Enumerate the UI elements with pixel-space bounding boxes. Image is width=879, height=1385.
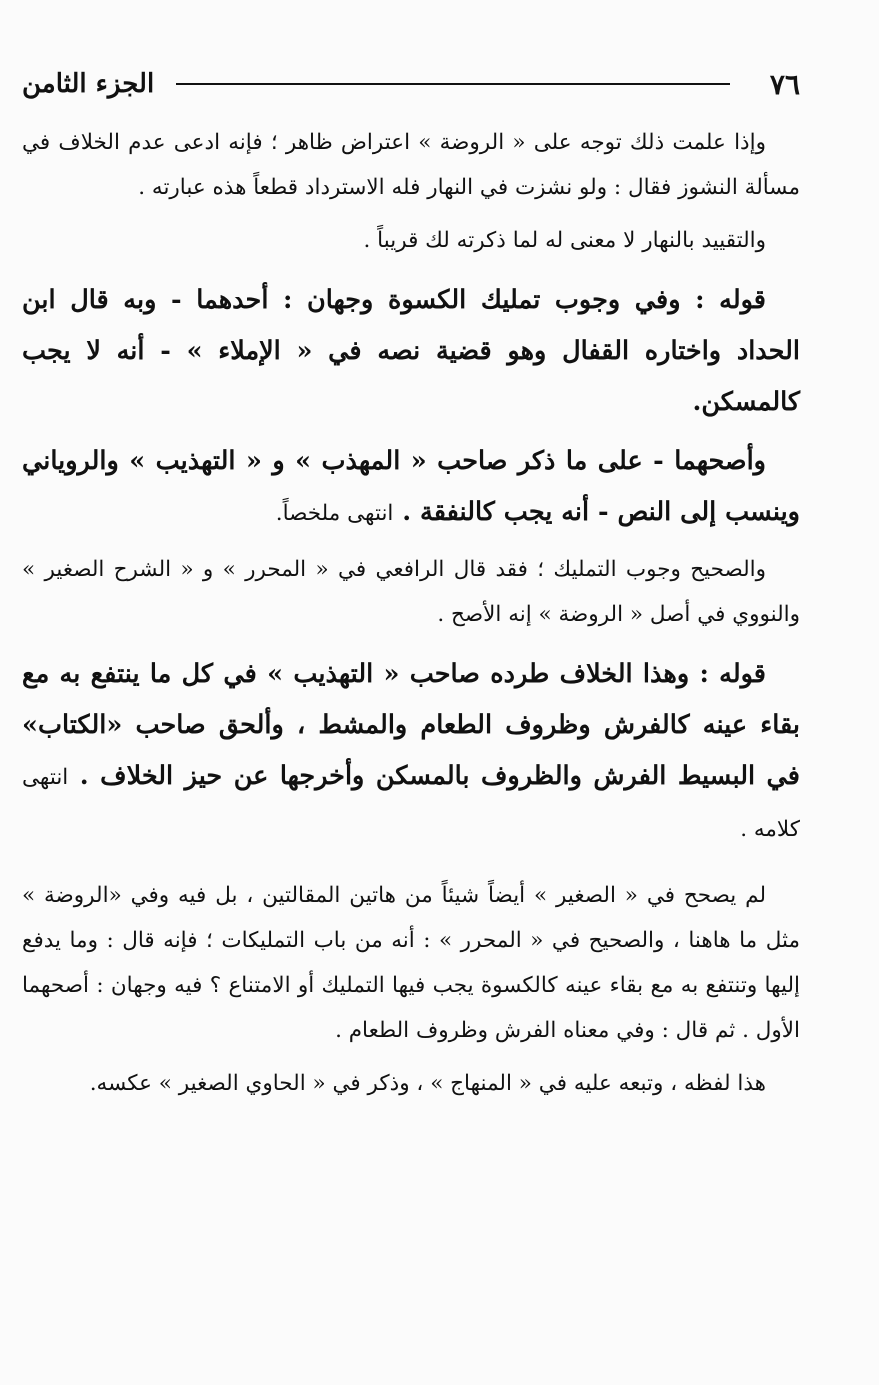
quoted-text: قوله : وهذا الخلاف طرده صاحب « التهذيب » في كل ما ينتفع به مع بقاء عينه كالفرش وظروف الطعام والمشط ، وألحق صاحب «الكتاب» في البسيط الفرش والظروف بالمسكن وأخرجها عن حيز الخلاف . bbox=[22, 659, 800, 791]
book-page bbox=[22, 60, 800, 1106]
quote-end-note: انتهى كلامه . bbox=[22, 765, 800, 842]
quote-end-note: انتهى ملخصاً. bbox=[275, 501, 394, 526]
paragraph-3: والصحيح وجوب التمليك ؛ فقد قال الرافعي في « المحرر » و « الشرح الصغير » والنووي في أصل « الروضة » إنه الأصح . bbox=[22, 557, 800, 627]
quoted-paragraph-1: قوله : وفي وجوب تمليك الكسوة وجهان : أحدهما - وبه قال ابن الحداد واختاره القفال وهو قضية نصه في « الإملاء » - أنه لا يجب كالمسكن. bbox=[22, 285, 800, 417]
quoted-text: وأصحهما - على ما ذكر صاحب « المهذب » و « التهذيب » والروياني وينسب إلى النص - أنه يجب كالنفقة . bbox=[22, 446, 800, 527]
paragraph-5: هذا لفظه ، وتبعه عليه في « المنهاج » ، وذكر في « الحاوي الصغير » عكسه. bbox=[89, 1071, 766, 1096]
paragraph-2: والتقييد بالنهار لا معنى له لما ذكرته لك قريباً . bbox=[363, 228, 766, 253]
page-header bbox=[22, 60, 800, 108]
quoted-paragraph-3 bbox=[22, 649, 800, 855]
paragraph-1: وإذا علمت ذلك توجه على « الروضة » اعتراض ظاهر ؛ فإنه ادعى عدم الخلاف في مسألة النشوز فقال : ولو نشزت في النهار فله الاسترداد قطعاً هذه عبارته . bbox=[22, 130, 800, 200]
running-title: الجزء الثامن bbox=[22, 69, 155, 99]
paragraph-4: لم يصحح في « الصغير » أيضاً شيئاً من هاتين المقالتين ، بل فيه وفي «الروضة » مثل ما هاهنا ، والصحيح في « المحرر » : أنه من باب التمليكات ؛ فإنه قال : وما يدفع إليها وتنتفع به مع بقاء عينه كالكسوة يجب فيها التمليك أو الامتناع ؟ فيه وجهان : أصحهما الأول . ثم قال : وفي معناه الفرش وظروف الطعام . bbox=[22, 883, 800, 1043]
quoted-paragraph-2 bbox=[22, 436, 800, 539]
page-number: ٧٦ bbox=[769, 67, 800, 101]
header-rule bbox=[176, 83, 730, 85]
